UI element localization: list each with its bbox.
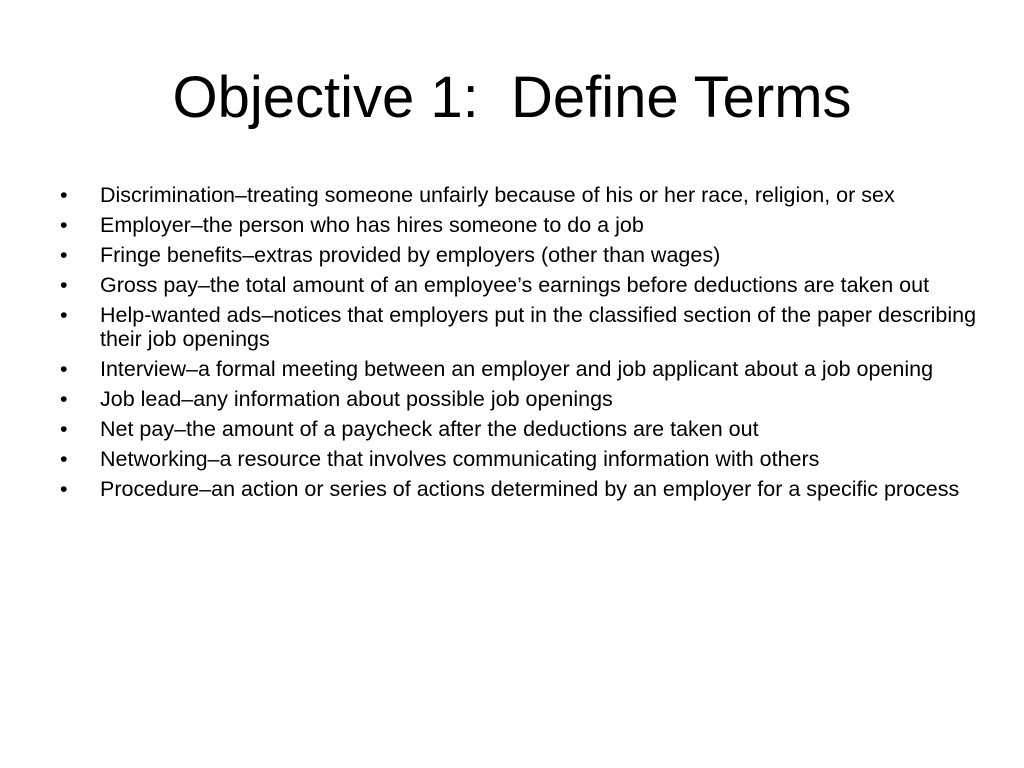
bullet-icon: • <box>60 387 68 411</box>
bullet-icon: • <box>60 273 68 297</box>
list-item <box>60 303 980 351</box>
terms-list <box>60 183 980 507</box>
list-item <box>60 213 980 237</box>
term-definition: Job lead–any information about possible job openings <box>100 387 613 411</box>
term-definition: Net pay–the amount of a paycheck after the deductions are taken out <box>100 417 759 441</box>
bullet-icon: • <box>60 357 68 381</box>
list-item <box>60 243 980 267</box>
term-definition: Help-wanted ads–notices that employers put in the classified section of the paper describing their job openings <box>100 303 977 351</box>
list-item <box>60 417 980 441</box>
list-item <box>60 273 980 297</box>
bullet-icon: • <box>60 303 68 327</box>
bullet-icon: • <box>60 447 68 471</box>
list-item <box>60 477 980 501</box>
term-definition: Employer–the person who has hires someone to do a job <box>100 213 644 237</box>
list-item <box>60 447 980 471</box>
bullet-icon: • <box>60 213 68 237</box>
list-item <box>60 357 980 381</box>
term-definition: Interview–a formal meeting between an employer and job applicant about a job opening <box>100 357 934 381</box>
term-definition: Gross pay–the total amount of an employee’s earnings before deductions are taken out <box>100 273 930 297</box>
bullet-icon: • <box>60 183 68 207</box>
list-item <box>60 183 980 207</box>
bullet-icon: • <box>60 417 68 441</box>
term-definition: Networking–a resource that involves communicating information with others <box>100 447 820 471</box>
term-definition: Procedure–an action or series of actions determined by an employer for a specific process <box>100 477 960 501</box>
bullet-icon: • <box>60 243 68 267</box>
list-item <box>60 387 980 411</box>
term-definition: Discrimination–treating someone unfairly because of his or her race, religion, or sex <box>100 183 895 207</box>
bullet-icon: • <box>60 477 68 501</box>
term-definition: Fringe benefits–extras provided by employers (other than wages) <box>100 243 721 267</box>
slide-title: Objective 1: Define Terms <box>172 65 852 130</box>
